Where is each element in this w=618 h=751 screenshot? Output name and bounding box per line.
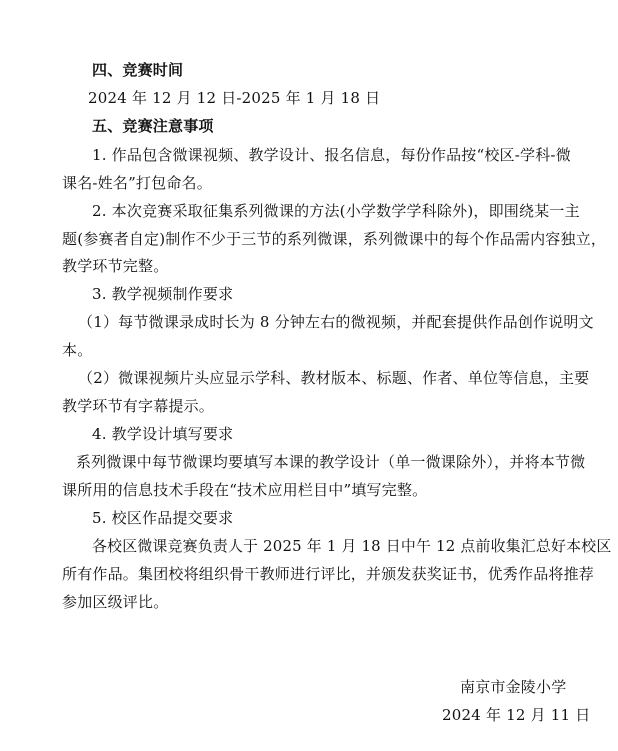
- item5-line2: 所有作品。集团校将组织骨干教师进行评比，并颁发获奖证书，优秀作品将推荐: [62, 565, 595, 583]
- item4-line2: 课所用的信息技术手段在“技术应用栏目中”填写完整。: [62, 481, 428, 499]
- item2-line3: 教学环节完整。: [62, 257, 169, 275]
- item3-heading: 3. 教学视频制作要求: [92, 285, 234, 303]
- item4-line1: 系列微课中每节微课均要填写本课的教学设计（单一微课除外），并将本节微: [76, 453, 586, 471]
- item3-sub2-line1: （2）微课视频片头应显示学科、教材版本、标题、作者、单位等信息，主要: [78, 369, 590, 387]
- item1-line1: 1. 作品包含微课视频、教学设计、报名信息，每份作品按“校区-学科-微: [92, 146, 571, 164]
- item3-sub1-line1: （1）每节微课录成时长为 8 分钟左右的微视频，并配套提供作品创作说明文: [78, 313, 594, 331]
- section4-text: 2024 年 12 月 12 日-2025 年 1 月 18 日: [88, 89, 381, 107]
- item3-sub2-line2: 教学环节有字幕提示。: [62, 397, 215, 415]
- item3-sub1-line2: 本。: [62, 341, 93, 359]
- item5-line1: 各校区微课竞赛负责人于 2025 年 1 月 18 日中午 12 点前收集汇总好本校区: [92, 537, 612, 555]
- signature-date: 2024 年 12 月 11 日: [442, 706, 591, 724]
- item2-line2: 题(参赛者自定)制作不少于三节的系列微课，系列微课中的每个作品需内容独立，: [62, 230, 607, 248]
- item5-heading: 5. 校区作品提交要求: [92, 509, 234, 527]
- section4-heading: 四、竞赛时间: [92, 61, 184, 79]
- signature-organization: 南京市金陵小学: [460, 678, 567, 696]
- item2-line1: 2. 本次竞赛采取征集系列微课的方法(小学数学学科除外)，即围绕某一主: [92, 202, 580, 220]
- item4-heading: 4. 教学设计填写要求: [92, 425, 234, 443]
- item5-line3: 参加区级评比。: [62, 593, 169, 611]
- item1-line2: 课名-姓名”打包命名。: [62, 174, 212, 192]
- section5-heading: 五、竞赛注意事项: [92, 117, 214, 135]
